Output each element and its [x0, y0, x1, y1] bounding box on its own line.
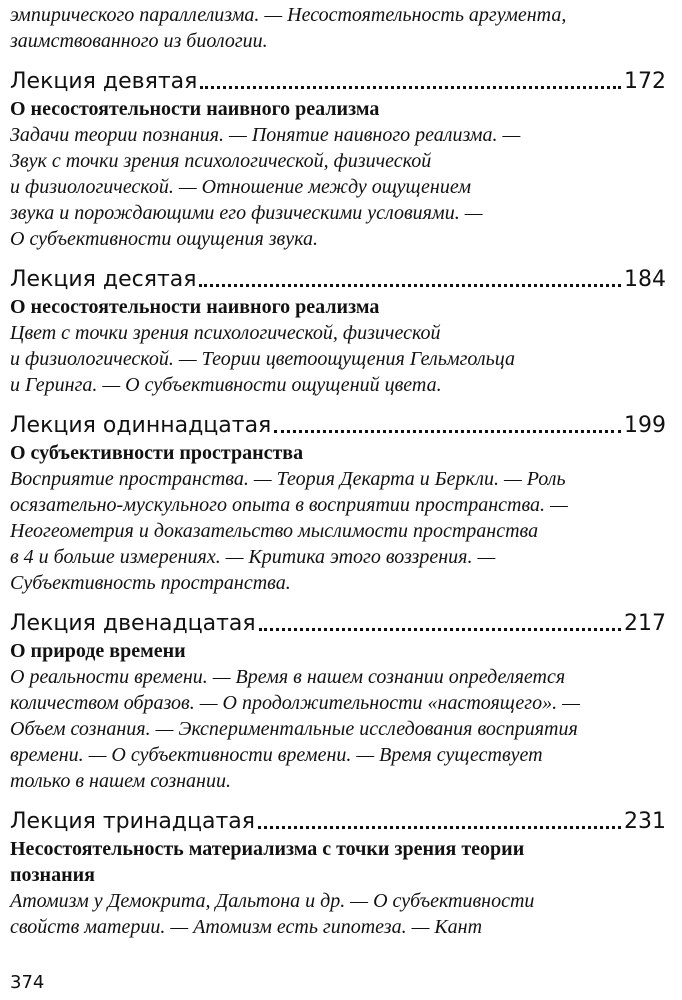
- description-line: О субъективности ощущения звука.: [10, 228, 318, 250]
- toc-entry: [10, 808, 666, 940]
- description-line: Объем сознания. — Экспериментальные исследования восприятия: [10, 718, 578, 740]
- lecture-subtitle: [10, 96, 666, 122]
- page-number: 172: [624, 69, 666, 94]
- subtitle-line: О субъективности пространства: [10, 442, 304, 464]
- toc-entry: [10, 68, 666, 252]
- subtitle-line: познания: [10, 864, 95, 886]
- subtitle-line: О несостоятельности наивного реализма: [10, 98, 380, 120]
- intro-continuation: [10, 0, 666, 54]
- description-line: осязательно-мускульного опыта в восприятии пространства. —: [10, 494, 568, 516]
- description-line: звука и порождающими его физическими условиями. —: [10, 202, 483, 224]
- description-line: количеством образов. — О продолжительности «настоящего». —: [10, 692, 580, 714]
- page-number: 184: [624, 267, 666, 292]
- description-line: Восприятие пространства. — Теория Декарта и Беркли. — Роль: [10, 468, 566, 490]
- lecture-title: Лекция десятая: [10, 267, 197, 292]
- toc-entry: [10, 266, 666, 398]
- description-line: свойств материи. — Атомизм есть гипотеза. — Кант: [10, 916, 483, 938]
- lecture-subtitle: [10, 836, 666, 888]
- lecture-description: [10, 888, 666, 940]
- page-number: 231: [624, 809, 666, 834]
- description-line: Задачи теории познания. — Понятие наивного реализма. —: [10, 124, 521, 146]
- description-line: в 4 и больше измерениях. — Критика этого воззрения. —: [10, 546, 496, 568]
- description-line: Цвет с точки зрения психологической, физической: [10, 322, 441, 344]
- intro-line: заимствованного из биологии.: [10, 30, 268, 52]
- lecture-description: [10, 466, 666, 596]
- lecture-title: Лекция двенадцатая: [10, 611, 256, 636]
- lecture-description: [10, 664, 666, 794]
- description-line: О реальности времени. — Время в нашем сознании определяется: [10, 666, 566, 688]
- toc-entry: [10, 610, 666, 794]
- description-line: и Геринга. — О субъективности ощущений цвета.: [10, 374, 442, 396]
- page-number: 217: [624, 611, 666, 636]
- dot-leader: [259, 628, 621, 631]
- subtitle-line: О природе времени: [10, 640, 186, 662]
- intro-line: эмпирического параллелизма. — Несостоятельность аргумента,: [10, 4, 567, 26]
- lecture-subtitle: [10, 440, 666, 466]
- dot-leader: [199, 284, 621, 287]
- lecture-title: Лекция одиннадцатая: [10, 413, 272, 438]
- description-line: только в нашем сознании.: [10, 770, 231, 792]
- lecture-description: [10, 122, 666, 252]
- description-line: и физиологической. — Теории цветоощущения Гельмгольца: [10, 348, 515, 370]
- dot-leader: [274, 430, 621, 433]
- description-line: времени. — О субъективности времени. — Время существует: [10, 744, 543, 766]
- toc-entry-heading: [10, 610, 666, 638]
- dot-leader: [200, 86, 621, 89]
- dot-leader: [258, 826, 621, 829]
- description-line: Неогеометрия и доказательство мыслимости пространства: [10, 520, 539, 542]
- page-folio-number: 374: [10, 972, 45, 993]
- lecture-description: [10, 320, 666, 398]
- description-line: Звук с точки зрения психологической, физической: [10, 150, 432, 172]
- toc-entry-heading: [10, 412, 666, 440]
- toc-entry-heading: [10, 266, 666, 294]
- toc-entry: [10, 412, 666, 596]
- toc-entry-heading: [10, 68, 666, 96]
- description-line: Субъективность пространства.: [10, 572, 291, 594]
- lecture-title: Лекция тринадцатая: [10, 809, 256, 834]
- lecture-subtitle: [10, 294, 666, 320]
- toc-entry-heading: [10, 808, 666, 836]
- description-line: Атомизм у Демокрита, Дальтона и др. — О субъективности: [10, 890, 535, 912]
- lecture-title: Лекция девятая: [10, 69, 198, 94]
- subtitle-line: Несостоятельность материализма с точки зрения теории: [10, 838, 525, 860]
- subtitle-line: О несостоятельности наивного реализма: [10, 296, 380, 318]
- lecture-subtitle: [10, 638, 666, 664]
- page-number: 199: [624, 413, 666, 438]
- description-line: и физиологической. — Отношение между ощущением: [10, 176, 471, 198]
